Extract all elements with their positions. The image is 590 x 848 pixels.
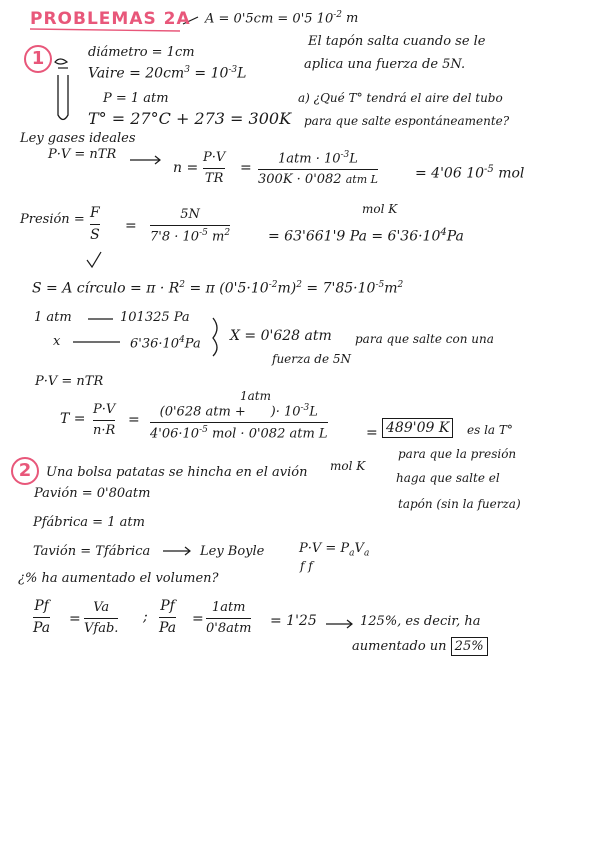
header-area: A = 0'5cm = 0'5 $10^{-2}$ m <box>205 10 359 27</box>
t-result-note: es la T° <box>467 423 513 437</box>
boyle-law-label: Ley Boyle <box>200 544 265 559</box>
t-result: 489'09 K <box>382 421 453 435</box>
check-mark-icon <box>87 252 101 267</box>
problem-2-statement: Una bolsa patatas se hincha en el avión <box>46 465 308 480</box>
t-fraction-added-atm: 1atm <box>240 389 271 403</box>
pressure-airplane: Pavión = 0'80atm <box>34 486 151 501</box>
separator: ; <box>143 609 148 625</box>
conversion-note-2: fuerza de 5N <box>272 352 352 366</box>
boyle-formula: $P\cdot V = P_aV_a$ <box>299 541 370 559</box>
question-line-2: para que salte espontáneamente? <box>304 114 510 128</box>
statement-line-1: El tapón salta cuando se le <box>308 34 486 49</box>
n-fraction-1: P·V TR <box>203 150 226 186</box>
surface-equation: S = A círculo = $\pi \cdot R^2 = \pi$ $(0'5\cdot 10^{-2}m)^2 = 7'85\cdot 10^{-5}m^2$ <box>32 280 404 297</box>
air-volume: Vaire = $20cm^3 = 10^{-3}L$ <box>88 65 247 82</box>
t-fraction-1: P·V n·R <box>93 402 116 438</box>
pressure-fraction-2: 5N $7'8 \cdot 10^{-5}$ $m^2$ <box>150 207 231 244</box>
conversion-x: x <box>53 334 61 349</box>
t-label: T = <box>60 411 86 427</box>
ratio-values: 1atm 0'8atm <box>206 600 252 636</box>
pressure-factory: Pfábrica = 1 atm <box>33 515 145 530</box>
question-line-1: a) ¿Qué T° tendrá el aire del tubo <box>298 91 503 105</box>
answer-box: 25% <box>451 637 488 656</box>
ratio-result: = 1'25 <box>270 613 317 629</box>
test-tube-icon <box>58 75 68 120</box>
problem-2-badge: 2 <box>11 457 39 485</box>
brace-icon <box>213 318 217 356</box>
pressure-fraction-1: F S <box>90 205 100 243</box>
n-label: n = <box>173 160 199 176</box>
equals-sign: = <box>69 611 81 627</box>
problem-1-badge: 1 <box>24 45 52 73</box>
pressure-label: Presión = <box>20 212 85 227</box>
t-result-equals: = <box>366 425 378 441</box>
conversion-note-1: para que salte con una <box>355 332 494 346</box>
boyle-subscripts: f f <box>300 559 313 573</box>
conversion-pa: 101325 Pa <box>120 310 190 325</box>
conversion-value: $6'36\cdot 10^4Pa$ <box>130 335 201 352</box>
n-fraction-unit: mol K <box>362 202 398 216</box>
t-note-1: para que la presión <box>398 447 517 461</box>
ideal-gas-formula-2: P·V = nTR <box>35 374 104 389</box>
diameter: diámetro = 1cm <box>88 45 195 60</box>
conversion-result: X = 0'628 atm <box>230 328 332 344</box>
t-fraction-2: (0'628 atm + )· $10^{-3}L$ $4'06\cdot 10^{-5}$ mol · 0'082 atm L <box>150 403 328 442</box>
pressure-value: P = 1 atm <box>103 91 169 106</box>
ratio-volume: Va Vfab. <box>84 600 119 636</box>
ideal-gas-label: Ley gases ideales <box>20 131 136 146</box>
n-result: = 4'06 $10^{-5}$ mol <box>415 164 525 182</box>
document-page: PROBLEMAS 2A A = 0'5cm = 0'5 $10^{-2}$ m 1 diámetro = 1cm Vaire = $20cm^3 = 10^{-3}L$ P = 1 atm T° = 27°C + 273 = 300K El tapón salta cuando se le aplica una fuerza de 5N. a) ¿Qué T° tendrá el aire del tubo para que salte espontáneamente? Ley gases ideales P·V = nTR n = P·V TR = $1atm \cdot 10^{-3}L$ 300K · 0'082 atm L mol K = 4'06 $10^{-5}$ mol Presión = F S = 5N $7'8 \cdot 10^{-5}$ $m^2$ = 63'661'9 $Pa = 6'36\cdot 10^4Pa$ S = A círculo = $\pi \cdot R^2 = \pi$ $(0'5\cdot 10^{-2}m)^2 = 7'85\cdot 10^{-5}m^2$ 1 atm 101325 Pa x $6'36\cdot 10^4Pa$ X = 0'628 atm para que salte con una fuerza de 5N P·V = nTR T = P·V n·R = 1atm (0'628 atm + )· $10^{-3}L$ $4'06\cdot 10^{-5}$ mol · 0'082 atm L mol K = 489'09 K es la T° para que la presión haga que salte el tapón (sin la fuerza) 2 Una bolsa patatas se hincha en el avión Pavión = 0'80atm Pfábrica = 1 atm Tavión = Tfábrica Ley Boyle $P\cdot V = P_aV_a$ f f ¿% ha aumentado el volumen? Pf Pa = Va Vfab. ; Pf Pa = 1atm 0'8atm = 1'25 125%, es decir, ha aumentado un 25% <box>0 0 590 848</box>
ratio-pressure: Pf Pa <box>33 598 51 636</box>
pressure-result: = 63'661'9 $Pa = 6'36\cdot 10^4Pa$ <box>268 227 464 245</box>
t-note-2: haga que salte el <box>396 471 500 485</box>
increase-note: 125%, es decir, ha <box>360 614 481 629</box>
answer-line: aumentado un 25% <box>352 640 488 653</box>
volume-question: ¿% ha aumentado el volumen? <box>18 571 219 586</box>
conversion-1atm: 1 atm <box>34 310 72 325</box>
ratio-pressure-2: Pf Pa <box>159 598 177 636</box>
t-fraction-unit: mol K <box>330 459 366 473</box>
temperature-value: T° = 27°C + 273 = 300K <box>88 109 292 128</box>
title-underline <box>30 29 180 31</box>
temperature-equal: Tavión = Tfábrica <box>33 544 151 559</box>
n-fraction-2: $1atm \cdot 10^{-3}L$ 300K · 0'082 atm L <box>258 150 378 187</box>
statement-line-2: aplica una fuerza de 5N. <box>304 57 466 72</box>
t-note-3: tapón (sin la fuerza) <box>398 497 521 511</box>
ideal-gas-formula: P·V = nTR <box>48 147 117 162</box>
stopper-icon <box>55 59 67 64</box>
page-title: PROBLEMAS 2A <box>30 9 191 29</box>
